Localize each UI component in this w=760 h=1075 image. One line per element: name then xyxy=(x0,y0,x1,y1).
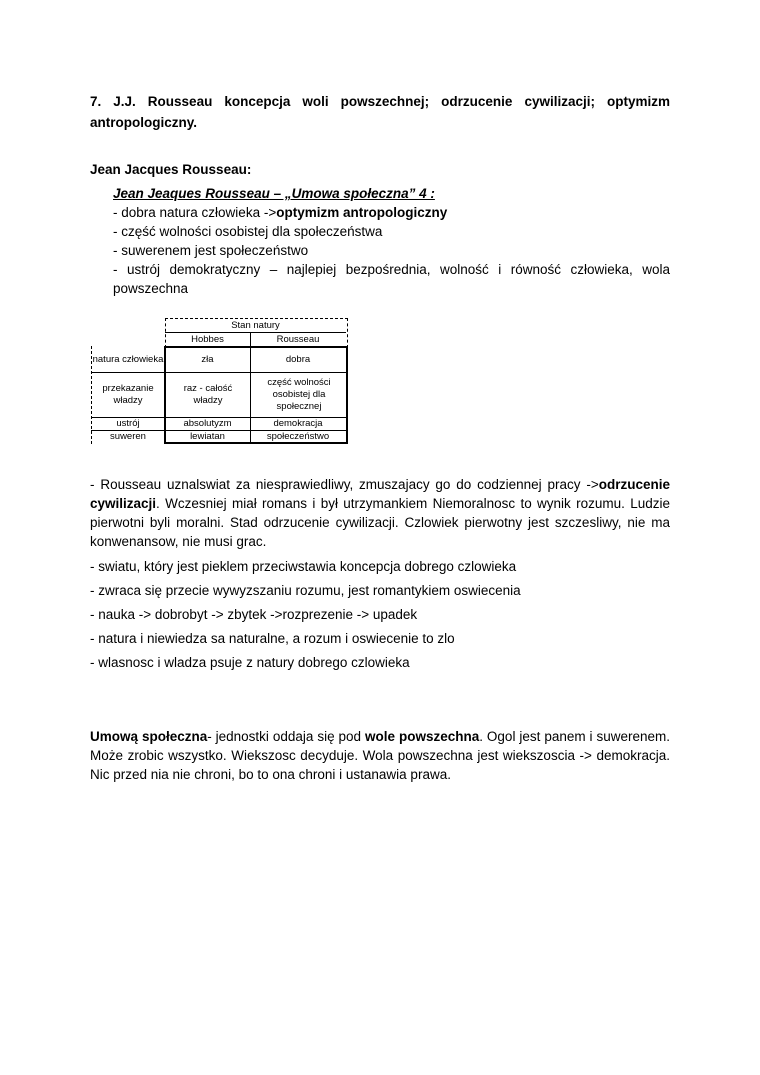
row-label: suweren xyxy=(110,431,146,442)
list-item: powszechna xyxy=(113,281,189,296)
table-group-header: Stan natury xyxy=(231,319,280,331)
table-cell: lewiatan xyxy=(190,431,225,442)
table-cell: część wolności osobistej dla społecznej xyxy=(267,377,331,412)
row-label: przekazanie władzy xyxy=(102,383,154,406)
list-item: - dobra natura człowieka ->optymizm antropologiczny xyxy=(113,205,448,220)
list-item: - suwerenem jest społeczeństwo xyxy=(113,243,309,258)
list-item: - zwraca się przecie wywyzszaniu rozumu, jest romantykiem oswiecenia xyxy=(90,583,521,598)
table-cell: raz - całość władzy xyxy=(183,383,233,406)
table-cell: społeczeństwo xyxy=(266,431,330,442)
section-heading-line2: antropologiczny. xyxy=(90,115,197,130)
paragraph-civilization: - Rousseau uznalswiat za niesprawiedliwy, zmuszajacy go do codziennej pracy ->odrzucenie cywilizacji. Wczesniej miał romans i był utrzymankiem Niemoralnosc to wynik rozumu. Ludzie pierwotni byli moralni. Stad odrzucenie cywilizacji. Czlowiek pierwotny jest szczesliwy, nie ma konwenansow, nie musi grac. xyxy=(90,477,670,549)
row-label: natura człowieka xyxy=(92,353,164,365)
column-header-rousseau: Rousseau xyxy=(276,333,320,345)
table-cell: zła xyxy=(201,353,214,365)
table-cell: demokracja xyxy=(273,418,323,429)
author-heading: Jean Jacques Rousseau: xyxy=(90,162,252,177)
subsection-title: Jean Jeaques Rousseau – „Umowa społeczna” 4 : xyxy=(113,186,435,201)
list-item: - swiatu, który jest pieklem przeciwstawia koncepcja dobrego czlowieka xyxy=(90,559,517,574)
list-item: - natura i niewiedza sa naturalne, a rozum i oswiecenie to zlo xyxy=(90,631,455,646)
list-item: - nauka -> dobrobyt -> zbytek ->rozprezenie -> upadek xyxy=(90,607,418,622)
table-cell: dobra xyxy=(285,353,311,365)
list-item: - część wolności osobistej dla społeczeństwa xyxy=(113,224,383,239)
column-header-hobbes: Hobbes xyxy=(191,333,224,345)
row-label: ustrój xyxy=(116,418,140,429)
table-cell: absolutyzm xyxy=(183,418,232,429)
section-heading-line1: 7. J.J. Rousseau koncepcja woli powszechnej; odrzucenie cywilizacji; optymizm xyxy=(90,94,670,109)
paragraph-social-contract: Umową społeczna- jednostki oddaja się pod wole powszechna. Ogol jest panem i suwerenem. Może zrobic wszystko. Wiekszosc decyduje. Wola powszechna jest wiekszoscia -> demokracja. Nic przed nia nie chroni, bo to ona chroni i ustanawia prawa. xyxy=(90,729,671,782)
list-item: - wlasnosc i wladza psuje z natury dobrego czlowieka xyxy=(90,655,410,670)
comparison-table xyxy=(0,0,760,460)
list-item: - ustrój demokratyczny – najlepiej bezpośrednia, wolność i równość człowieka, wola xyxy=(113,262,670,277)
